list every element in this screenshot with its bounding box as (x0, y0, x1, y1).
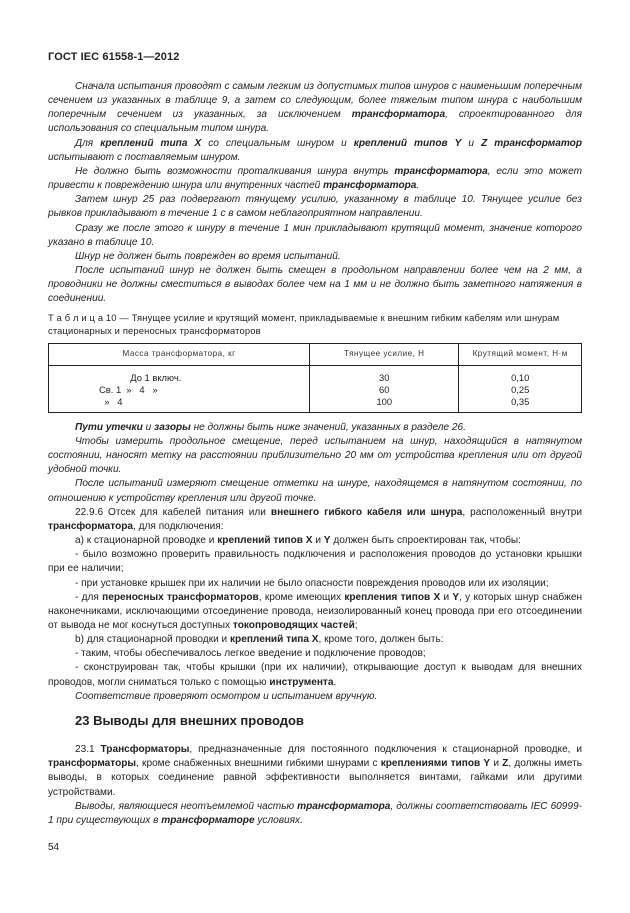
table-header-row (49, 343, 582, 365)
document-header: ГОСТ IEC 61558-1—2012 (48, 51, 180, 63)
paragraph: Не должно быть возможности проталкивания шнура внутрь трансформатора, если это может привести к повреждению шнура или внутренних частей трансформатора. (48, 165, 583, 192)
page-body (48, 80, 582, 828)
paragraph: Чтобы измерить продольное смещение, перед испытанием на шнур, находящийся в натянутом состоянии, наносят метку на расстоянии приблизительно 20 мм от устройства крепления или от другой удобной точки. (48, 435, 582, 476)
paragraph: a) к стационарной проводке и креплений типов X и Y должен быть спроектирован так, чтобы: (75, 535, 521, 547)
col-header-mass: Масса трансформатора, кг (49, 343, 310, 365)
paragraph: - таким, чтобы обеспечивалось легкое введение и подключение проводов; (75, 648, 426, 660)
force-cell: 30 60 100 (310, 365, 459, 412)
table-caption: Т а б л и ц а 10 — Тянущее усилие и крутящий момент, прикладываемые к внешним гибким кабелям или шнурам стационарных и переносных трансформаторов (48, 311, 560, 336)
paragraph: После испытаний измеряют смещение отметки на шнуре, находящемся в натянутом состоянии, по отношению к устройству крепления или другой точке. (48, 478, 582, 504)
paragraph: b) для стационарной проводки и креплений типа X, кроме того, должен быть: (75, 634, 444, 646)
paragraph: 23.1 Трансформаторы, предназначенные для постоянного подключения к стационарной проводке, и трансформаторы, кроме снабженных внешними гибкими шнурами с креплениями типов Y и Z, должны иметь выводы, в которых соединение равной эффективности выполняется винтами, гайками или другими устройствами. (48, 744, 582, 798)
table-10 (48, 343, 582, 413)
paragraph: Соответствие проверяют осмотром и испытанием вручную. (75, 690, 378, 702)
paragraph: - сконструирован так, чтобы крышки (при их наличии), открывающие доступ к выводам для внешних проводов, могли сниматься только с помощью инструмента. (48, 662, 582, 688)
table-row (49, 365, 582, 412)
paragraph: Выводы, являющиеся неотъемлемой частью трансформатора, должны соответствовать IEC 60999-1 при существующих в трансформаторе условиях. (48, 800, 582, 826)
section-heading: 23 Выводы для внешних проводов (75, 712, 304, 728)
paragraph: 22.9.6 Отсек для кабелей питания или внешнего гибкого кабеля или шнура, расположенный внутри трансформатора, для подключения: (48, 506, 582, 532)
paragraph: Сразу же после этого к шнуру в течение 1 мин прикладывают крутящий момент, значение которого указано в таблице 10. (48, 222, 582, 248)
col-header-force: Тянущее усилие, Н (310, 343, 459, 365)
paragraph: Затем шнур 25 раз подвергают тянущему усилию, указанному в таблице 10. Тянущее усилие без рывков прикладывают в течение 1 с в самом неблагоприятном направлении. (48, 194, 582, 220)
paragraph: После испытаний шнур не должен быть смещен в продольном направлении более чем на 2 мм, а проводники не должны сместиться в выводах более чем на 1 мм и не должно быть заметного натяжения в соединении. (48, 265, 582, 305)
paragraph: - для переносных трансформаторов, кроме имеющих крепления типов X и Y, у которых шнур снабжен наконечниками, исключающими отсоединение провода, неизолированный конец провода при его отсоединении от вывода не мог коснуться доступных токопроводящих частей; (48, 591, 583, 631)
page-number: 54 (48, 842, 60, 853)
paragraph: Пути утечки и зазоры не должны быть ниже значений, указанных в разделе 26. (75, 421, 466, 433)
paragraph: - при установке крышек при их наличии не было опасности повреждения проводов или их изоляции; (75, 577, 549, 589)
paragraph: Сначала испытания проводят с самым легким из допустимых типов шнуров с наименьшим поперечным сечением из указанных в таблице 9, а затем со следующим, более тяжелым типом шнура с наибольшим поперечным сечением из указанных, за исключением трансформатора, спроектированного для использования со специальным типом шнура. (48, 81, 583, 135)
col-header-torque: Крутящий момент, Н·м (459, 343, 582, 365)
paragraph: - было возможно проверить правильность подключения и расположения проводов до установки крышки при ее наличии; (48, 549, 582, 575)
paragraph: Для креплений типа X со специальным шнуром и креплений типов Y и Z трансформатор испытывают с поставляемым шнуром. (48, 137, 582, 163)
torque-cell: 0,10 0,25 0,35 (459, 365, 582, 412)
paragraph: Шнур не должен быть поврежден во время испытаний. (75, 250, 341, 262)
mass-cell: До 1 включ. Св. 1 » 4 » » 4 (49, 365, 310, 412)
